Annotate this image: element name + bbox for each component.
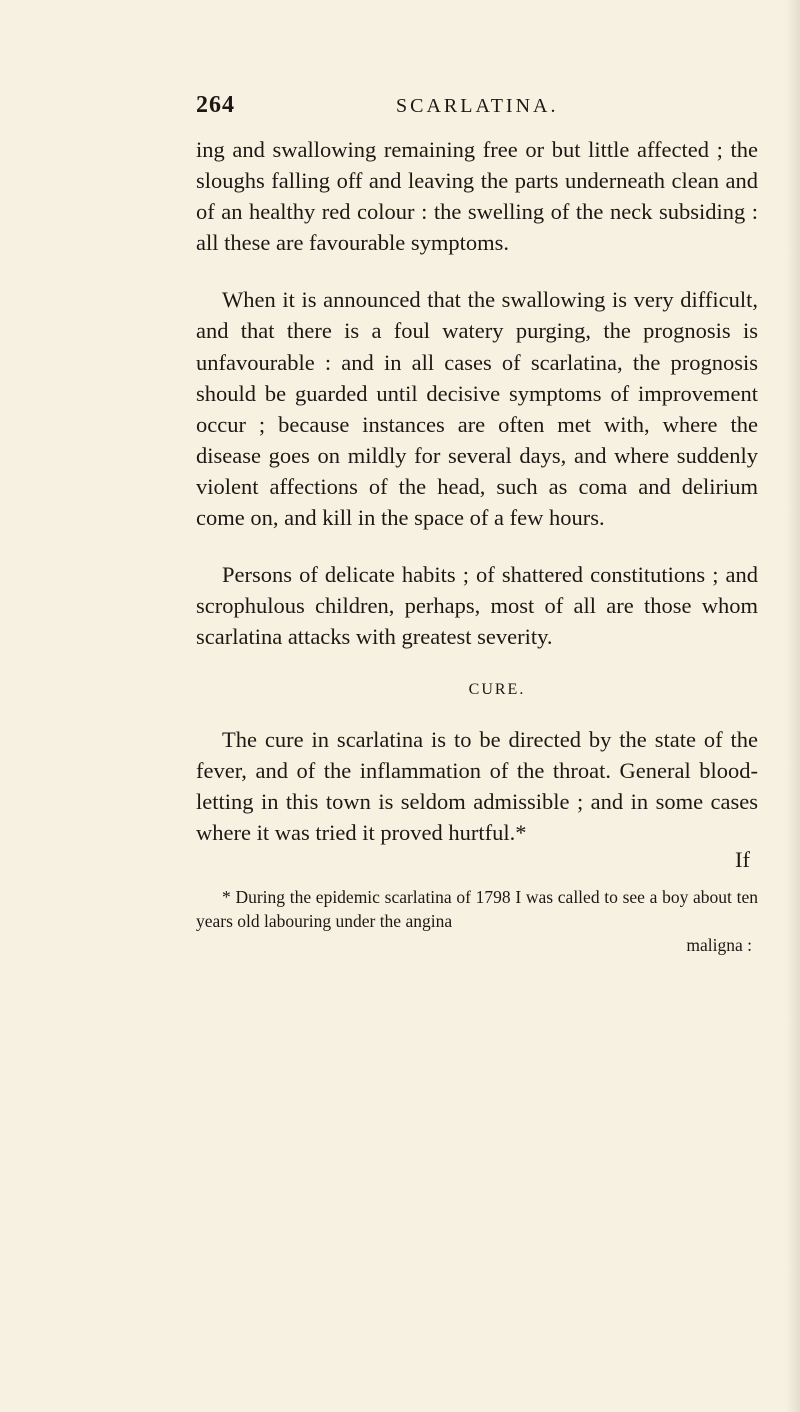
page-number: 264: [196, 92, 235, 118]
footnote-catchword: maligna :: [686, 934, 752, 955]
page-body: [196, 134, 758, 957]
paragraph-susceptibility: Persons of delicate habits ; of shattered constitutions ; and scrophulous children, perhaps, most of all are those whom scarlatina attacks with greatest severity.: [196, 562, 758, 650]
running-title: SCARLATINA.: [396, 95, 559, 117]
paragraph-prognosis: When it is announced that the swallowing is very difficult, and that there is a foul watery purging, the prognosis is unfavourable : and in all cases of scarlatina, the prognosis should be guarded until decisive symptoms of improvement occur ; because instances are often met with, where the disease goes on mildly for several days, and where suddenly violent affections of the head, such as coma and delirium come on, and kill in the space of a few hours.: [196, 287, 758, 531]
footnote: * During the epidemic scarlatina of 1798 I was called to see a boy about ten years old labouring under the angina: [196, 886, 758, 931]
section-heading-cure: CURE.: [468, 681, 526, 699]
page-edge-shadow: [786, 0, 800, 1412]
paragraph-continued: ing and swallowing remaining free or but little affected ; the sloughs falling off and leaving the parts underneath clean and of an healthy red colour : the swelling of the neck subsiding : all these are favourable symptoms.: [196, 137, 758, 256]
page-catchword: If: [735, 846, 750, 872]
running-header: [196, 92, 756, 132]
paragraph-cure: The cure in scarlatina is to be directed by the state of the fever, and of the inflammation of the throat. General blood-letting in this town is seldom admissible ; and in some cases where it was tried it proved hurtful.*: [196, 726, 758, 845]
